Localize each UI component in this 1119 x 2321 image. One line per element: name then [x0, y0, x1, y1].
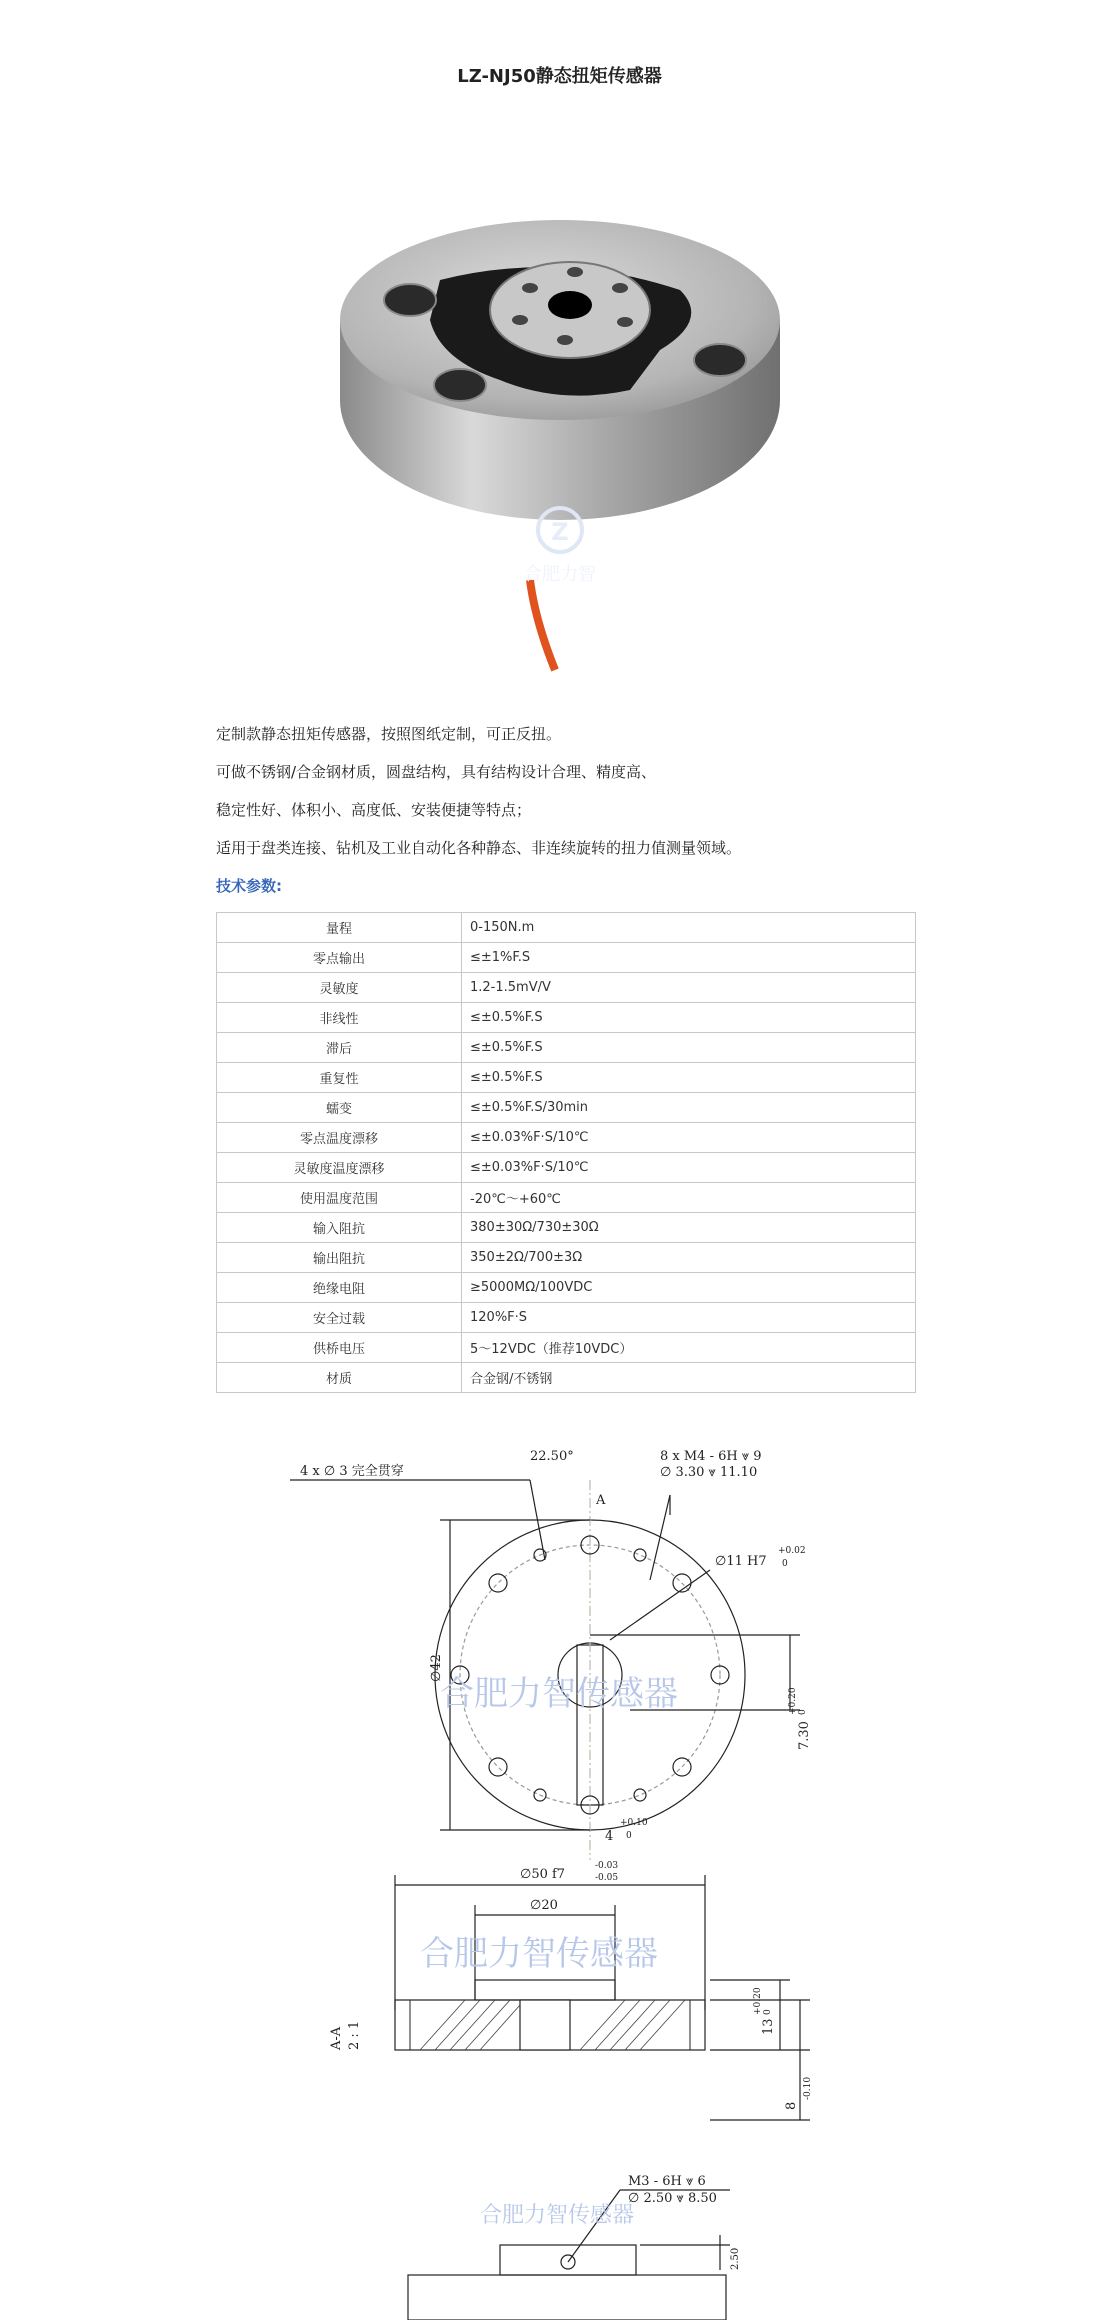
table-row: [217, 943, 916, 973]
thread-holes-label: 8 x M4 - 6H ⩔ 9: [660, 1449, 762, 1464]
key-depth-tol-up: +0.20: [788, 1687, 798, 1715]
table-row: [217, 1153, 916, 1183]
spec-name: 灵敏度温度漂移: [217, 1153, 462, 1183]
section-name-label: A-A: [329, 2026, 344, 2050]
description-line: 可做不锈钢/合金钢材质，圆盘结构，具有结构设计合理、精度高、: [216, 763, 657, 781]
description-line: 定制款静态扭矩传感器，按照图纸定制，可正反扭。: [216, 725, 562, 743]
table-row: [217, 1213, 916, 1243]
height-13-tol-up: +0.20: [753, 1987, 763, 2015]
photo-watermark: Z: [551, 518, 569, 546]
spec-value: ≤±0.5%F.S/30min: [462, 1093, 916, 1123]
spec-name: 滞后: [217, 1033, 462, 1063]
spec-value: ≤±0.5%F.S: [462, 1033, 916, 1063]
section-watermark: 合肥力智传感器: [420, 1934, 658, 1974]
m3-thread-label: M3 - 6H ⩔ 6: [628, 2174, 706, 2189]
table-row: [217, 1003, 916, 1033]
thread-hole: [522, 283, 538, 293]
spec-value: 380±30Ω/730±30Ω: [462, 1213, 916, 1243]
side-height-label: 2.50: [730, 2247, 741, 2270]
height-8-tol: -0.10: [803, 2076, 813, 2100]
thread-depth-label: ∅ 3.30 ⩔ 11.10: [660, 1465, 758, 1480]
key-width-label: 4: [605, 1829, 614, 1844]
thread-hole: [512, 315, 528, 325]
description-line: 稳定性好、体积小、高度低、安装便捷等特点；: [216, 801, 532, 819]
table-row: [217, 1063, 916, 1093]
spec-name: 灵敏度: [217, 973, 462, 1003]
spec-name: 材质: [217, 1363, 462, 1393]
bore-tol-up: +0.02: [778, 1546, 806, 1556]
spec-name: 输出阻抗: [217, 1243, 462, 1273]
spec-value: ≤±1%F.S: [462, 943, 916, 973]
spec-value: 1.2-1.5mV/V: [462, 973, 916, 1003]
spec-name: 绝缘电阻: [217, 1273, 462, 1303]
spec-value: ≥5000MΩ/100VDC: [462, 1273, 916, 1303]
spec-name: 量程: [217, 913, 462, 943]
height-8-label: 8: [784, 2101, 799, 2110]
spec-name: 蠕变: [217, 1093, 462, 1123]
drawing-watermark: 合肥力智传感器: [440, 1674, 678, 1714]
hub-dia-label: ∅20: [530, 1898, 558, 1913]
page-title: LZ-NJ50静态扭矩传感器: [457, 66, 662, 87]
table-row: [217, 973, 916, 1003]
table-row: [217, 1123, 916, 1153]
bore-tol-dn: 0: [782, 1559, 788, 1569]
spec-name: 安全过载: [217, 1303, 462, 1333]
spec-value: ≤±0.5%F.S: [462, 1003, 916, 1033]
table-row: [217, 1363, 916, 1393]
spec-value: 5～12VDC（推荐10VDC）: [462, 1333, 916, 1363]
table-row: [217, 1333, 916, 1363]
key-depth-tol-dn: 0: [798, 1709, 808, 1715]
spec-value: 120%F·S: [462, 1303, 916, 1333]
section-view: [395, 1875, 810, 2120]
table-row: [217, 1243, 916, 1273]
key-width-tol-up: +0.10: [620, 1818, 648, 1828]
center-bore: [548, 291, 592, 319]
key-width-tol-dn: 0: [626, 1831, 632, 1841]
spec-name: 使用温度范围: [217, 1183, 462, 1213]
table-row: [217, 1033, 916, 1063]
table-row: [217, 913, 916, 943]
table-row: [217, 1273, 916, 1303]
flange-tol-up: -0.03: [595, 1861, 619, 1871]
spec-table: [216, 912, 916, 1393]
spec-name: 零点输出: [217, 943, 462, 973]
spec-name: 供桥电压: [217, 1333, 462, 1363]
table-row: [217, 1093, 916, 1123]
spec-name: 零点温度漂移: [217, 1123, 462, 1153]
spec-name: 非线性: [217, 1003, 462, 1033]
height-13-tol-dn: 0: [763, 2009, 773, 2015]
flange-dia-label: ∅50 f7: [520, 1867, 566, 1882]
cable: [530, 580, 555, 670]
through-hole: [434, 369, 486, 401]
m3-depth-label: ∅ 2.50 ⩔ 8.50: [628, 2191, 717, 2206]
spec-value: 合金钢/不锈钢: [462, 1363, 916, 1393]
table-row: [217, 1183, 916, 1213]
spec-value: ≤±0.03%F·S/10℃: [462, 1123, 916, 1153]
through-hole: [694, 344, 746, 376]
spec-name: 输入阻抗: [217, 1213, 462, 1243]
spec-value: ≤±0.03%F·S/10℃: [462, 1153, 916, 1183]
spec-value: ≤±0.5%F.S: [462, 1063, 916, 1093]
technical-drawing: [290, 1420, 830, 2320]
bore-label: ∅11 H7: [715, 1554, 767, 1569]
section-scale-label: 2 : 1: [347, 2020, 362, 2050]
spec-value: -20℃～+60℃: [462, 1183, 916, 1213]
flange-tol-dn: -0.05: [595, 1873, 619, 1883]
section-marker: A: [596, 1493, 606, 1508]
photo-watermark-text: 合肥力智: [524, 564, 596, 585]
section-title: 技术参数:: [216, 877, 282, 895]
table-row: [217, 1303, 916, 1333]
angle-label: 22.50°: [530, 1449, 574, 1464]
thread-hole: [612, 283, 628, 293]
thread-hole: [557, 335, 573, 345]
spec-name: 重复性: [217, 1063, 462, 1093]
thread-hole: [567, 267, 583, 277]
side-watermark: 合肥力智传感器: [480, 2203, 635, 2228]
key-depth-label: 7.30: [797, 1721, 812, 1750]
height-13-label: 13: [761, 2018, 776, 2035]
spec-value: 350±2Ω/700±3Ω: [462, 1243, 916, 1273]
thru-holes-label: 4 x ∅ 3 完全贯穿: [300, 1464, 404, 1479]
top-view: [290, 1480, 800, 1860]
description-line: 适用于盘类连接、钻机及工业自动化各种静态、非连续旋转的扭力值测量领域。: [216, 839, 742, 857]
thread-hole: [617, 317, 633, 327]
outer-dia-label: ∅42: [429, 1654, 444, 1682]
through-hole: [384, 284, 436, 316]
spec-value: 0-150N.m: [462, 913, 916, 943]
description: [216, 725, 976, 915]
product-photo: [320, 210, 800, 690]
